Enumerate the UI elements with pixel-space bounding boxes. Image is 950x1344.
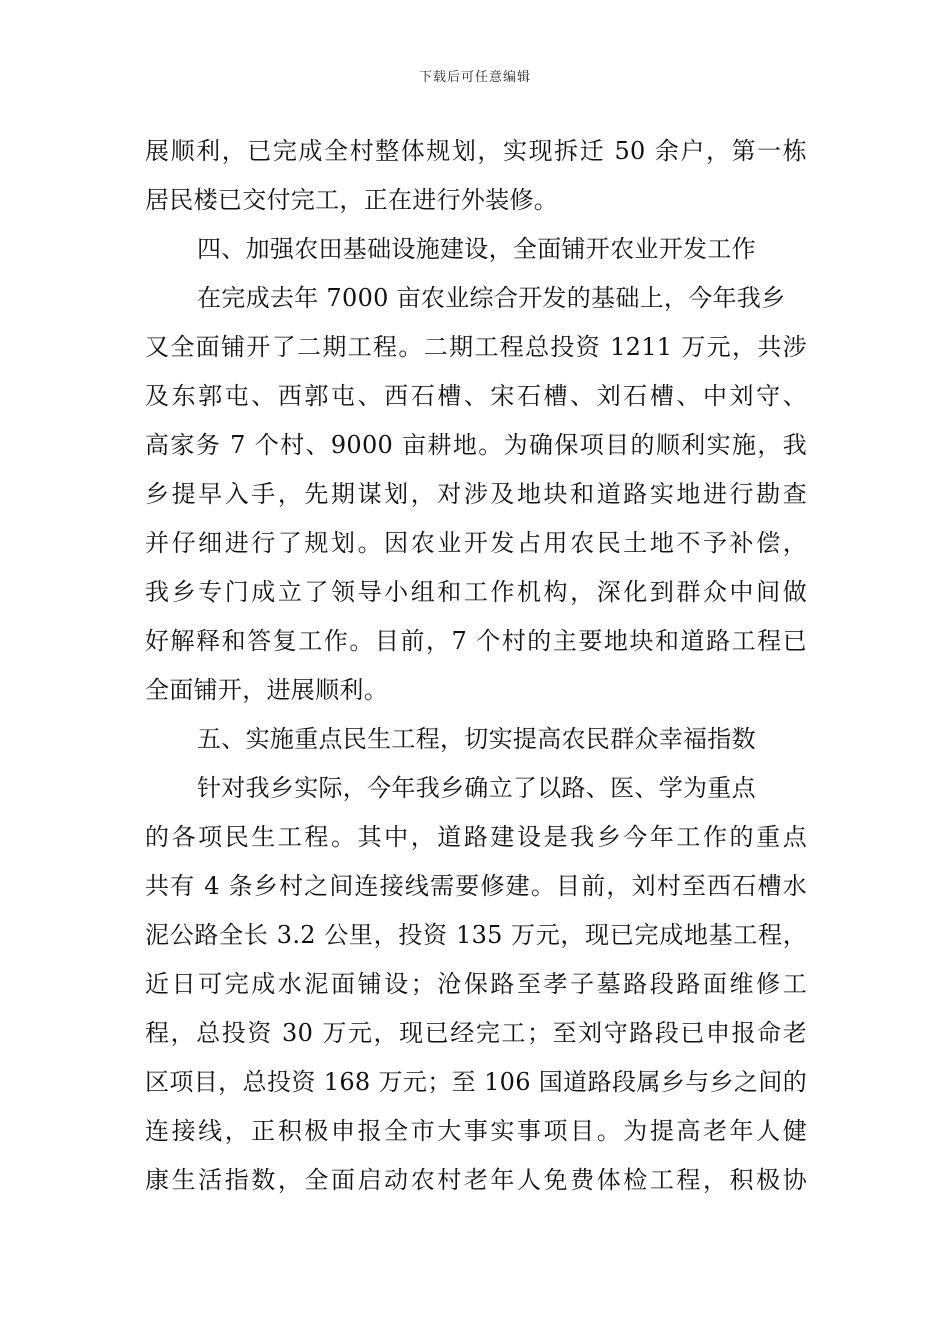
text-line: 全面铺开，进展顺利。 xyxy=(145,676,388,704)
text-line: 的各项民生工程。其中，道路建设是我乡今年工作的重点 xyxy=(145,823,807,851)
text-line: 康生活指数，全面启动农村老年人免费体检工程，积极协 xyxy=(145,1166,807,1194)
text-line: 高家务 7 个村、9000 亩耕地。为确保项目的顺利实施，我 xyxy=(145,431,807,459)
text-line: 近日可完成水泥面铺设；沧保路至孝子墓路段路面维修工 xyxy=(145,970,807,998)
text-line: 四、加强农田基础设施建设，全面铺开农业开发工作 xyxy=(197,235,756,263)
text-line: 居民楼已交付完工，正在进行外装修。 xyxy=(145,186,559,214)
text-line: 连接线，正积极申报全市大事实事项目。为提高老年人健 xyxy=(145,1117,807,1145)
text-line: 五、实施重点民生工程，切实提高农民群众幸福指数 xyxy=(197,725,756,753)
text-line: 在完成去年 7000 亩农业综合开发的基础上，今年我乡 xyxy=(197,284,786,312)
text-line: 我乡专门成立了领导小组和工作机构，深化到群众中间做 xyxy=(145,578,807,606)
text-line: 共有 4 条乡村之间连接线需要修建。目前，刘村至西石槽水 xyxy=(145,872,807,900)
text-line: 并仔细进行了规划。因农业开发占用农民土地不予补偿， xyxy=(145,529,807,557)
text-line: 展顺利，已完成全村整体规划，实现拆迁 50 余户，第一栋 xyxy=(145,137,807,165)
page-header: 下载后可任意编辑 xyxy=(418,70,531,85)
text-line: 区项目，总投资 168 万元；至 106 国道路段属乡与乡之间的 xyxy=(145,1068,807,1096)
text-line: 程，总投资 30 万元，现已经完工；至刘守路段已申报命老 xyxy=(145,1019,807,1047)
text-line: 乡提早入手，先期谋划，对涉及地块和道路实地进行勘查 xyxy=(145,480,807,508)
text-line: 针对我乡实际，今年我乡确立了以路、医、学为重点 xyxy=(197,774,756,802)
text-line: 好解释和答复工作。目前，7 个村的主要地块和道路工程已 xyxy=(145,627,807,655)
text-line: 泥公路全长 3.2 公里，投资 135 万元，现已完成地基工程， xyxy=(145,921,807,949)
text-line: 及东郭屯、西郭屯、西石槽、宋石槽、刘石槽、中刘守、 xyxy=(145,382,807,410)
document-body xyxy=(145,127,807,1205)
text-line: 又全面铺开了二期工程。二期工程总投资 1211 万元，共涉 xyxy=(145,333,807,361)
